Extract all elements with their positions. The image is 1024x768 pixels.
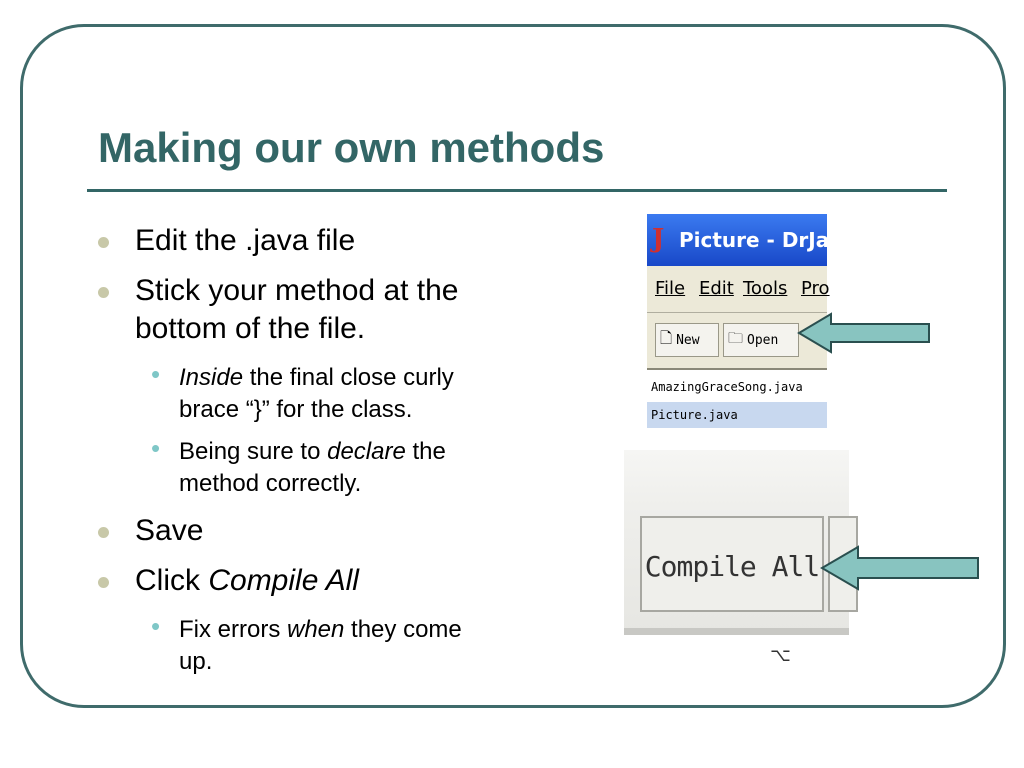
subbullet-inside-rest: the final close curly [243,364,454,391]
open-button-label: Open [747,332,779,348]
bullet-compile [135,562,359,600]
subbullet-errors-em: when [287,616,345,643]
menu-file[interactable]: File [655,278,686,299]
new-file-icon: 🗋 [660,328,673,347]
compile-panel-edge [624,628,849,635]
menu-edit[interactable]: Edit [699,278,734,299]
new-button-label: New [676,332,700,348]
file-list-item-selected[interactable]: Picture.java [647,402,827,428]
file-list-item[interactable]: AmazingGraceSong.java [651,380,803,394]
subbullet-errors-line2: up. [179,648,213,675]
bullet-compile-em: Compile All [208,564,359,597]
drjava-titlebar [647,214,856,266]
new-button[interactable] [655,323,719,357]
bullet-save [135,512,203,550]
slide-title: Making our own methods [98,124,605,171]
subbullet-declare [151,433,446,500]
subbullet-dot: • [151,359,161,389]
subbullet-inside [151,359,454,426]
bullet-edit-text: Edit the .java file [135,224,356,257]
bullet-stick-line2: bottom of the file. [135,312,366,345]
bullet-dot [98,527,109,538]
title-divider [87,189,947,192]
subbullet-inside-em: Inside [179,364,244,391]
subbullet-dot: • [151,433,161,463]
subbullet-declare-prefix: Being sure to [179,438,328,465]
bullet-dot [98,287,109,298]
bullet-stick [135,272,459,348]
menu-project[interactable]: Pro [801,278,830,299]
drjava-file-list [647,368,827,432]
subbullet-errors [151,611,462,678]
arrow-to-open-icon [795,310,935,356]
menu-tools[interactable]: Tools [743,278,788,299]
subbullet-declare-line2: method correctly. [179,470,362,497]
open-button[interactable] [723,323,799,357]
subbullet-declare-em: declare [327,438,406,465]
bullet-stick-line1: Stick your method at the [135,274,459,307]
bullet-dot [98,237,109,248]
bullet-save-text: Save [135,514,204,547]
arrow-to-compile-icon [818,543,984,593]
drjava-logo-icon: J [652,224,665,254]
subbullet-inside-line2: brace “}” for the class. [179,396,413,423]
drjava-menubar [647,266,830,312]
drjava-window-title: Picture - DrJava [679,228,856,252]
bullet-edit [135,222,355,260]
compile-all-label: Compile All [644,550,820,583]
subbullet-errors-prefix: Fix errors [179,616,287,643]
subbullet-errors-rest: they come [344,616,462,643]
bullet-compile-prefix: Click [135,564,209,597]
subbullet-declare-rest: the [405,438,446,465]
compile-screenshot [624,450,849,635]
open-folder-icon: 🗀 [728,328,744,347]
bullet-dot [98,577,109,588]
subbullet-dot: • [151,611,161,641]
cropped-fragment: ⌥ [770,645,791,666]
